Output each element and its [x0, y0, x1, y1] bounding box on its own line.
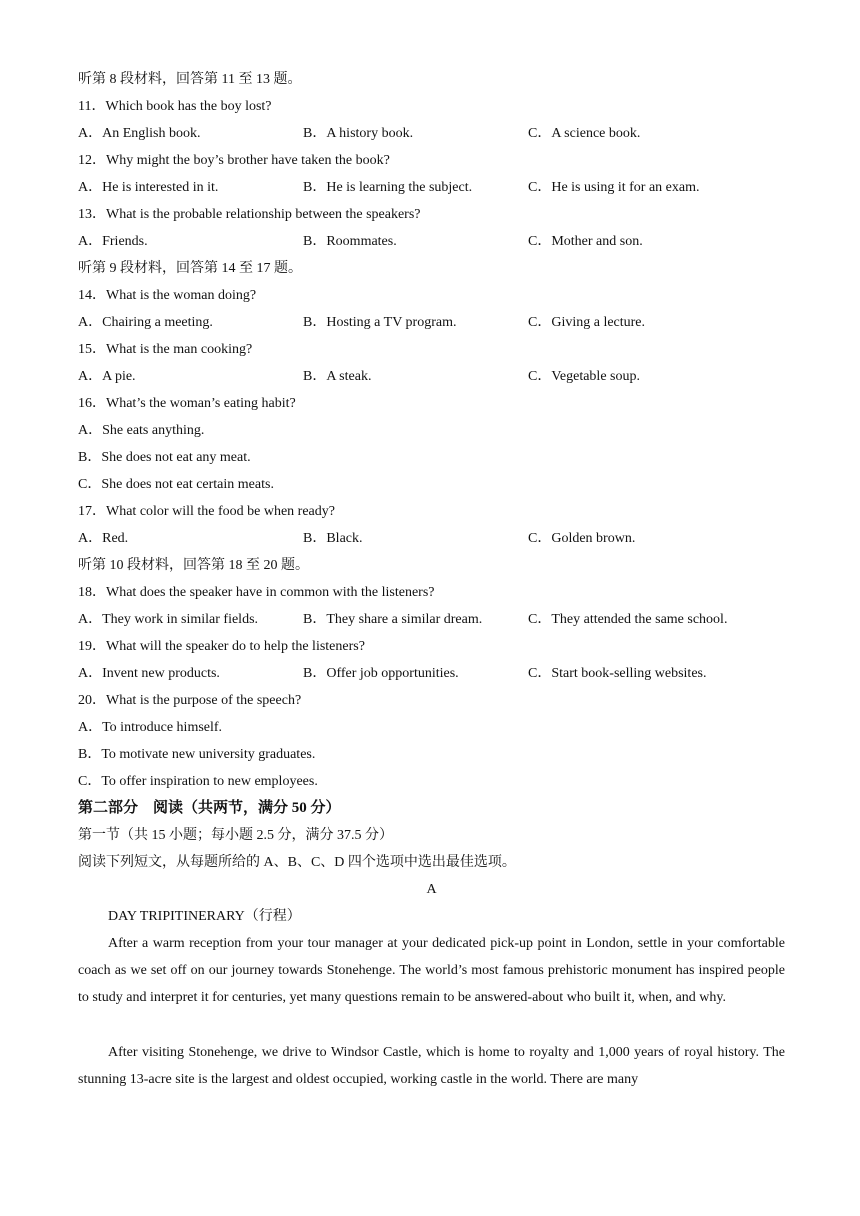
question-11-stem: 11．Which book has the boy lost?	[78, 99, 272, 114]
option-b: B．Black.	[303, 531, 363, 546]
question-12-options	[78, 174, 785, 201]
passage-paragraph-2: After visiting Stonehenge, we drive to Windsor Castle, which is home to royalty and 1,000 years of royal history. The stunning 13-acre site is the largest and oldest occupied, working castle in the world. There are many	[78, 1045, 785, 1087]
passage-paragraph-1: After a warm reception from your tour manager at your dedicated pick-up point in London, settle in your comfortable coach as we set off on our journey towards Stonehenge. The world’s most famous prehistoric monument has inspired people to study and interpret it for centuries, yet many questions remain to be answered-about who built it, when, and why.	[78, 936, 785, 1005]
option-b: B．To motivate new university graduates.	[78, 747, 316, 762]
option-c: C．He is using it for an exam.	[528, 180, 700, 195]
option-c: C．To offer inspiration to new employees.	[78, 774, 318, 789]
option-b: B．A steak.	[303, 369, 372, 384]
option-b: B．They share a similar dream.	[303, 612, 483, 627]
question-13-stem: 13．What is the probable relationship between the speakers?	[78, 207, 421, 222]
option-c: C．She does not eat certain meats.	[78, 477, 274, 492]
passage-letter: A	[426, 882, 437, 897]
option-b: B．She does not eat any meat.	[78, 450, 251, 465]
question-18-options	[78, 606, 785, 633]
question-12-stem: 12．Why might the boy’s brother have taken the book?	[78, 153, 390, 168]
option-a: A．An English book.	[78, 126, 201, 141]
question-19-options	[78, 660, 785, 687]
option-a: A．Chairing a meeting.	[78, 315, 213, 330]
question-11-options	[78, 120, 785, 147]
option-b: B．He is learning the subject.	[303, 180, 473, 195]
option-b: B．Roommates.	[303, 234, 397, 249]
option-c: C．A science book.	[528, 126, 641, 141]
part-two-title: 第二部分 阅读（共两节，满分 50 分）	[78, 800, 341, 816]
option-c: C．They attended the same school.	[528, 612, 728, 627]
section-9-instruction: 听第 9 段材料，回答第 14 至 17 题。	[78, 261, 302, 276]
option-a: A．A pie.	[78, 369, 136, 384]
question-18-stem: 18．What does the speaker have in common with the listeners?	[78, 585, 435, 600]
question-17-options	[78, 525, 785, 552]
option-c: C．Golden brown.	[528, 531, 636, 546]
question-17-stem: 17．What color will the food be when ready?	[78, 504, 335, 519]
option-a: A．To introduce himself.	[78, 720, 223, 735]
option-c: C．Mother and son.	[528, 234, 643, 249]
question-15-options	[78, 363, 785, 390]
option-a: A．Red.	[78, 531, 129, 546]
section-one-heading: 第一节（共 15 小题；每小题 2.5 分，满分 37.5 分）	[78, 828, 393, 843]
option-a: A．They work in similar fields.	[78, 612, 259, 627]
reading-instruction: 阅读下列短文，从每题所给的 A、B、C、D 四个选项中选出最佳选项。	[78, 855, 516, 870]
option-b: B．Offer job opportunities.	[303, 666, 459, 681]
passage-title: DAY TRIPITINERARY（行程）	[108, 909, 301, 924]
option-c: C．Giving a lecture.	[528, 315, 646, 330]
section-8-instruction: 听第 8 段材料，回答第 11 至 13 题。	[78, 72, 302, 87]
option-c: C．Start book-selling websites.	[528, 666, 707, 681]
option-a: A．She eats anything.	[78, 423, 205, 438]
question-14-options	[78, 309, 785, 336]
question-16-stem: 16．What’s the woman’s eating habit?	[78, 396, 296, 411]
option-a: A．He is interested in it.	[78, 180, 219, 195]
question-14-stem: 14．What is the woman doing?	[78, 288, 257, 303]
option-c: C．Vegetable soup.	[528, 369, 640, 384]
question-19-stem: 19．What will the speaker do to help the listeners?	[78, 639, 365, 654]
option-a: A．Friends.	[78, 234, 148, 249]
option-b: B．Hosting a TV program.	[303, 315, 457, 330]
question-15-stem: 15．What is the man cooking?	[78, 342, 253, 357]
question-13-options	[78, 228, 785, 255]
option-b: B．A history book.	[303, 126, 414, 141]
option-a: A．Invent new products.	[78, 666, 220, 681]
section-10-instruction: 听第 10 段材料，回答第 18 至 20 题。	[78, 558, 309, 573]
question-20-stem: 20．What is the purpose of the speech?	[78, 693, 302, 708]
